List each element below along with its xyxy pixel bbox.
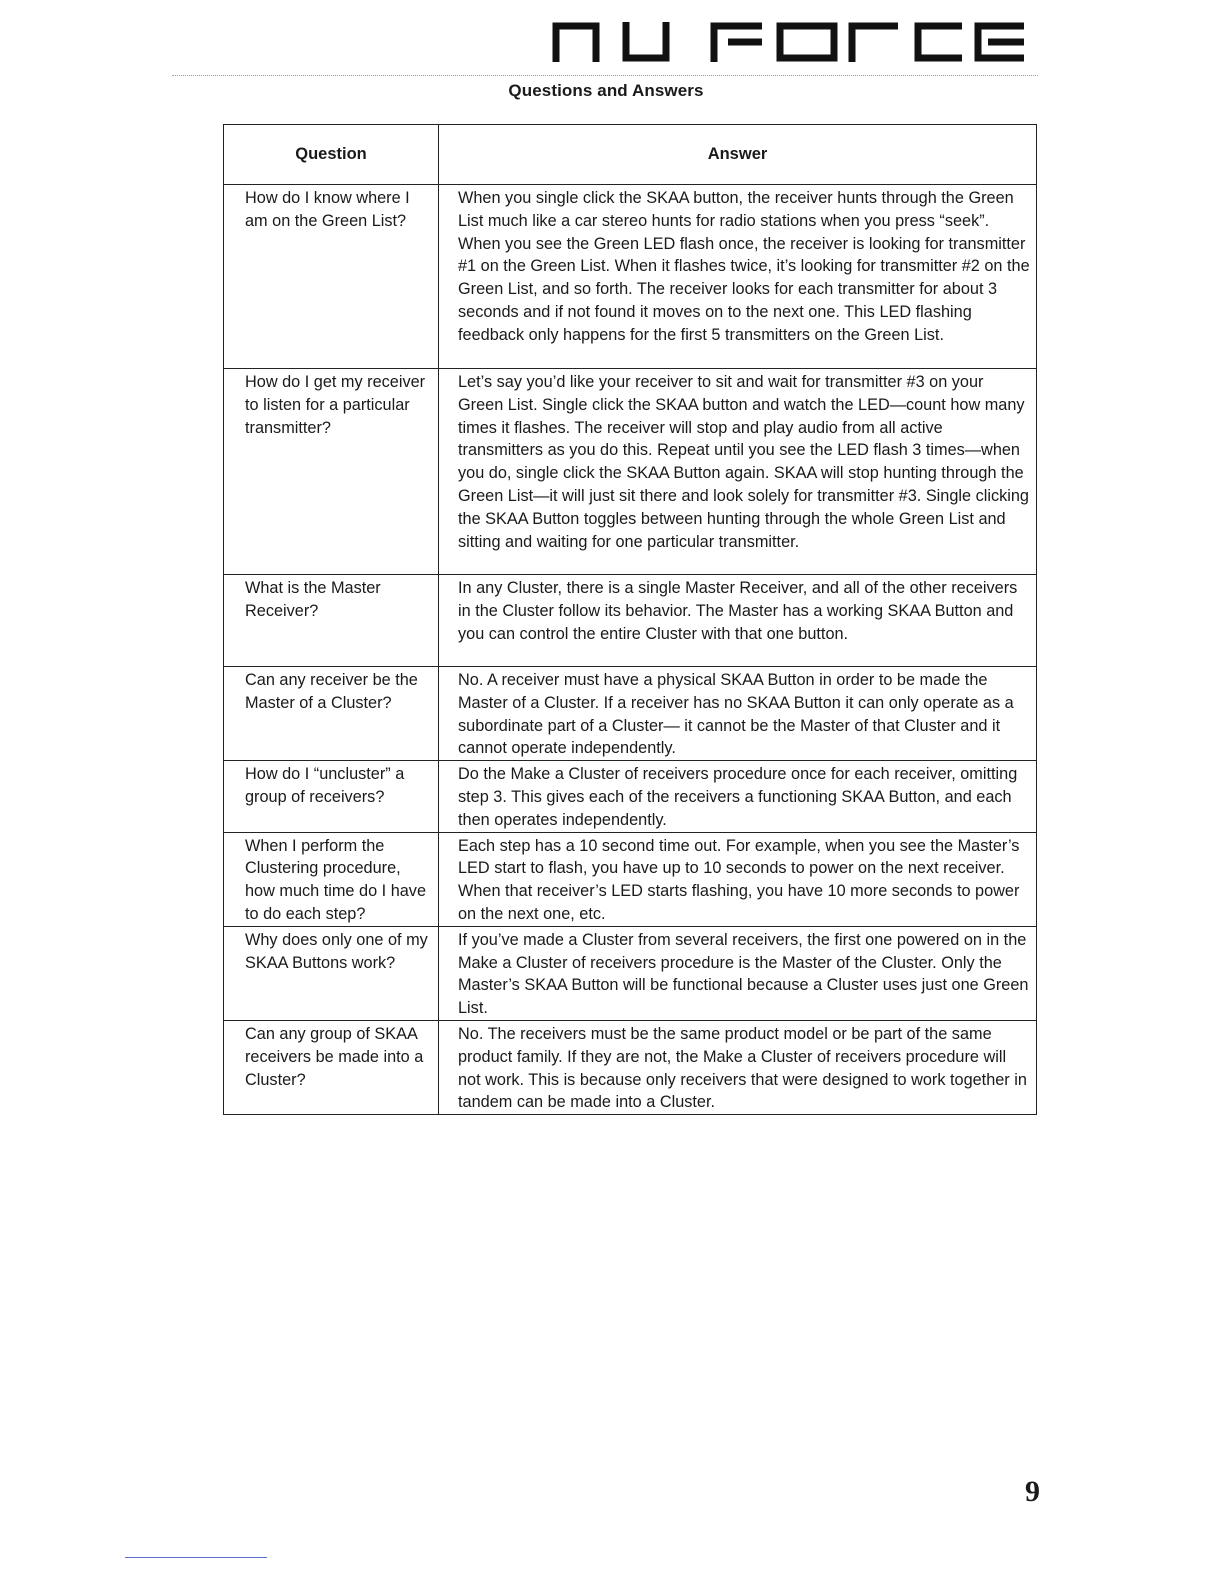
table-header-row [224,125,1037,185]
answer-cell: Let’s say you’d like your receiver to sit and wait for transmitter #3 on your Green List. Single click the SKAA button and watch the LED—count how many times it flashes. The receiver will stop and play audio from all active transmitters as you do this. Repeat until you see the LED flash 3 times—when you do, single click the SKAA Button again. SKAA will stop hunting through the Green List—it will just sit there and look solely for transmitter #3. Single clicking the SKAA Button toggles between hunting through the whole Green List and sitting and waiting for one particular transmitter. [439,369,1037,575]
answer-cell: No. A receiver must have a physical SKAA Button in order to be made the Master of a Cluster. If a receiver has no SKAA Button it can only operate as a subordinate part of a Cluster— it cannot be the Master of that Cluster and it cannot operate independently. [439,667,1037,761]
answer-cell: Do the Make a Cluster of receivers procedure once for each receiver, omitting step 3. This gives each of the receivers a functioning SKAA Button, and each then operates independently. [439,761,1037,832]
answer-cell: No. The receivers must be the same product model or be part of the same product family. If they are not, the Make a Cluster of receivers procedure will not work. This is because only receivers that were designed to work together in tandem can be made into a Cluster. [439,1020,1037,1114]
nuforce-logo-mark [552,22,1028,62]
question-cell: Can any group of SKAA receivers be made into a Cluster? [224,1020,439,1114]
answer-cell: If you’ve made a Cluster from several receivers, the first one powered on in the Make a Cluster of receivers procedure is the Master of the Cluster. Only the Master’s SKAA Button will be functional because a Cluster uses just one Green List. [439,926,1037,1020]
qa-table [223,124,1037,1115]
question-cell: How do I know where I am on the Green List? [224,185,439,369]
table-row [224,575,1037,667]
footer-line [125,1557,267,1558]
page-number: 9 [1025,1475,1040,1508]
table-row [224,667,1037,761]
table-row [224,926,1037,1020]
answer-cell: Each step has a 10 second time out. For example, when you see the Master’s LED start to flash, you have up to 10 seconds to power on the next receiver. When that receiver’s LED starts flashing, you have 10 more seconds to power on the next one, etc. [439,832,1037,926]
question-column-header: Question [224,125,439,185]
question-cell: What is the Master Receiver? [224,575,439,667]
nuforce-logo [552,22,1028,62]
table-row [224,832,1037,926]
page-title: Questions and Answers [508,81,704,100]
question-cell: Why does only one of my SKAA Buttons work? [224,926,439,1020]
question-cell: How do I “uncluster” a group of receivers? [224,761,439,832]
question-cell: Can any receiver be the Master of a Cluster? [224,667,439,761]
answer-cell: In any Cluster, there is a single Master Receiver, and all of the other receivers in the Cluster follow its behavior. The Master has a working SKAA Button and you can control the entire Cluster with that one button. [439,575,1037,667]
table-row [224,185,1037,369]
table-row [224,1020,1037,1114]
header-divider [172,75,1038,76]
question-cell: When I perform the Clustering procedure, how much time do I have to do each step? [224,832,439,926]
answer-column-header: Answer [439,125,1037,185]
answer-cell: When you single click the SKAA button, the receiver hunts through the Green List much like a car stereo hunts for radio stations when you press “seek”. When you see the Green LED flash once, the receiver is looking for transmitter #1 on the Green List. When it flashes twice, it’s looking for transmitter #2 on the Green List, and so forth. The receiver looks for each transmitter for about 3 seconds and if not found it moves on to the next one. This LED flashing feedback only happens for the first 5 transmitters on the Green List. [439,185,1037,369]
question-cell: How do I get my receiver to listen for a particular transmitter? [224,369,439,575]
table-row [224,761,1037,832]
table-row [224,369,1037,575]
